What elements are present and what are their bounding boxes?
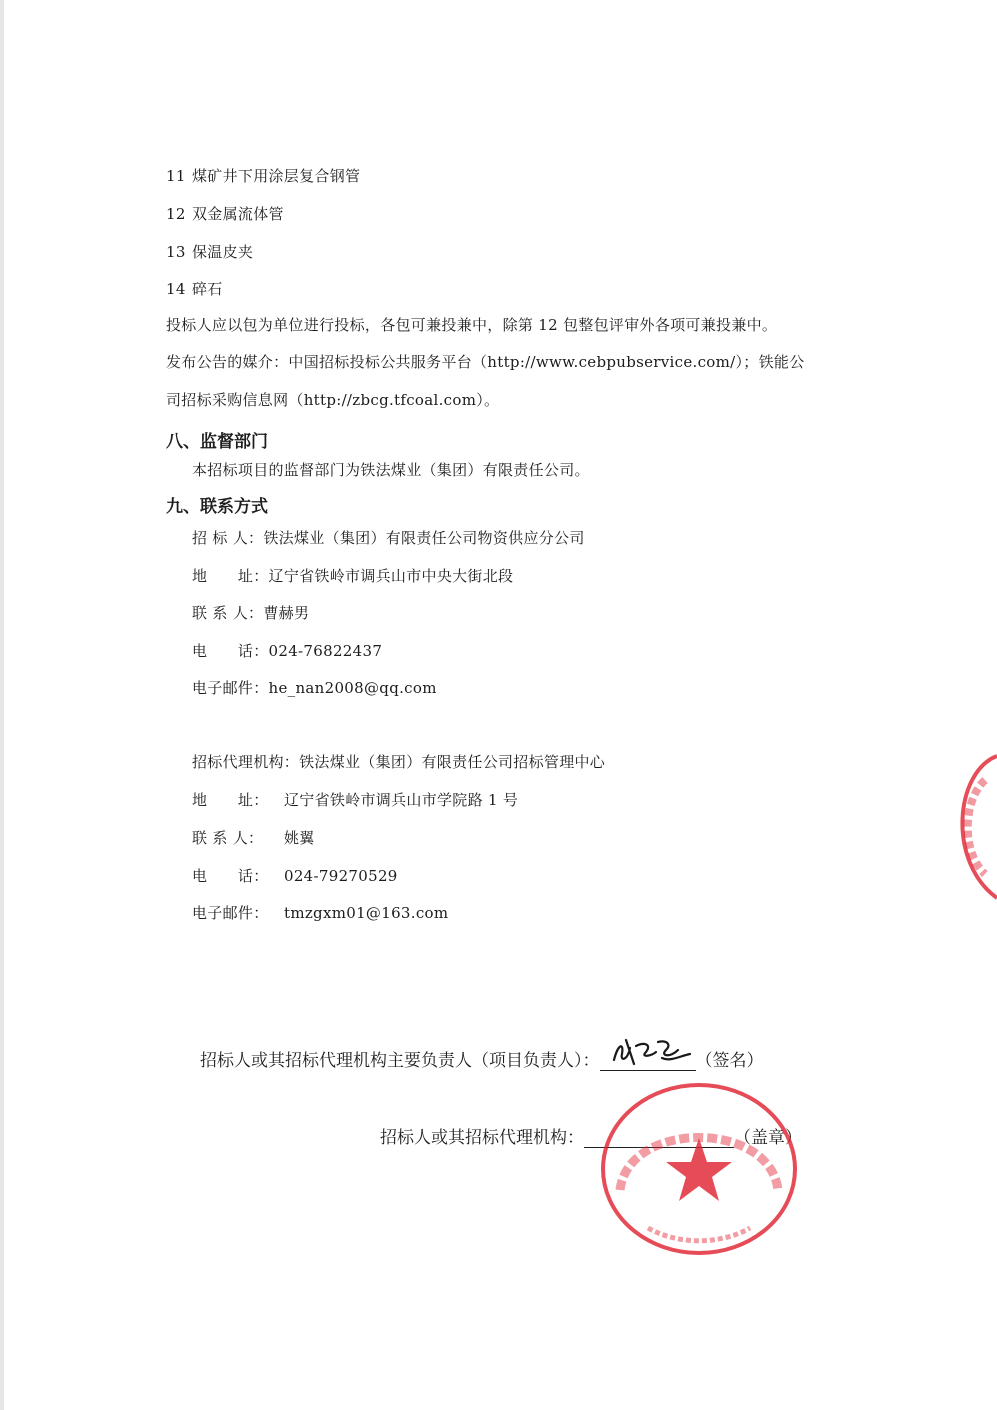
tenderer-contact-row bbox=[192, 602, 309, 623]
item-text: 保温皮夹 bbox=[192, 243, 254, 261]
tenderer-phone-row bbox=[192, 640, 382, 661]
item-text: 双金属流体管 bbox=[192, 205, 284, 223]
field-label: 地 址： bbox=[192, 791, 269, 809]
tenderer-name: 铁法煤业（集团）有限责任公司物资供应分公司 bbox=[263, 529, 585, 547]
agency-name: 铁法煤业（集团）有限责任公司招标管理中心 bbox=[299, 753, 606, 771]
scan-edge bbox=[0, 0, 4, 1410]
agency-email-row bbox=[192, 902, 448, 923]
official-seal bbox=[598, 1080, 800, 1258]
agency-phone-row bbox=[192, 865, 398, 886]
media-text-line2: 司招标采购信息网（http://zbcg.tfcoal.com）。 bbox=[166, 391, 500, 409]
partial-seal-edge bbox=[945, 752, 997, 902]
org-label: 招标人或其招标代理机构： bbox=[380, 1128, 584, 1148]
tenderer-email-row bbox=[192, 677, 437, 698]
principal-label: 招标人或其招标代理机构主要负责人（项目负责人）： bbox=[200, 1051, 600, 1071]
handwritten-signature bbox=[600, 1034, 696, 1068]
tenderer-address-row bbox=[192, 565, 513, 586]
tenderer-email: he_nan2008@qq.com bbox=[268, 679, 437, 697]
field-label: 地 址： bbox=[192, 567, 269, 585]
agency-contact-row bbox=[192, 827, 315, 848]
list-item bbox=[166, 241, 253, 262]
principal-suffix: （签名） bbox=[695, 1051, 764, 1071]
field-label: 联 系 人： bbox=[192, 829, 264, 847]
seal-star-icon bbox=[666, 1138, 732, 1201]
section9-title: 九、联系方式 bbox=[166, 497, 268, 517]
item-number: 14 bbox=[166, 280, 186, 298]
bid-rule-text: 投标人应以包为单位进行投标，各包可兼投兼中，除第 12 包整包评审外各项可兼投兼中。 bbox=[166, 316, 778, 334]
tenderer-address: 辽宁省铁岭市调兵山市中央大街北段 bbox=[268, 567, 514, 585]
section8-text: 本招标项目的监督部门为铁法煤业（集团）有限责任公司。 bbox=[192, 461, 590, 479]
list-item bbox=[166, 165, 360, 186]
field-label: 联 系 人： bbox=[192, 604, 264, 622]
agency-email: tmzgxm01@163.com bbox=[284, 904, 449, 922]
field-label: 招标代理机构： bbox=[192, 753, 300, 771]
agency-address-row bbox=[192, 789, 518, 810]
list-item bbox=[166, 278, 223, 299]
item-number: 13 bbox=[166, 243, 186, 261]
org-suffix: （盖章） bbox=[734, 1128, 802, 1148]
tenderer-contact: 曹赫男 bbox=[263, 604, 310, 622]
field-label: 电子邮件： bbox=[192, 904, 269, 922]
principal-signature-row bbox=[200, 1046, 764, 1071]
agency-contact: 姚翼 bbox=[284, 829, 315, 847]
item-text: 煤矿井下用涂层复合钢管 bbox=[192, 167, 361, 185]
list-item bbox=[166, 203, 284, 224]
field-label: 招 标 人： bbox=[192, 529, 264, 547]
signature-line bbox=[600, 1048, 696, 1071]
seal-code-arc bbox=[648, 1228, 750, 1241]
field-label: 电 话： bbox=[192, 642, 269, 660]
field-label: 电 话： bbox=[192, 867, 269, 885]
field-label: 电子邮件： bbox=[192, 679, 269, 697]
item-number: 12 bbox=[166, 205, 186, 223]
item-number: 11 bbox=[166, 167, 186, 185]
section8-title: 八、监督部门 bbox=[166, 432, 268, 452]
tenderer-name-row bbox=[192, 527, 585, 548]
media-text-line1: 发布公告的媒介：中国招标投标公共服务平台（http://www.cebpubservice.com/）；铁能公 bbox=[166, 353, 805, 371]
agency-address: 辽宁省铁岭市调兵山市学院路 1 号 bbox=[284, 791, 519, 809]
agency-phone: 024-79270529 bbox=[284, 867, 398, 885]
agency-name-row bbox=[192, 751, 605, 772]
item-text: 碎石 bbox=[192, 280, 223, 298]
tenderer-phone: 024-76822437 bbox=[268, 642, 383, 660]
